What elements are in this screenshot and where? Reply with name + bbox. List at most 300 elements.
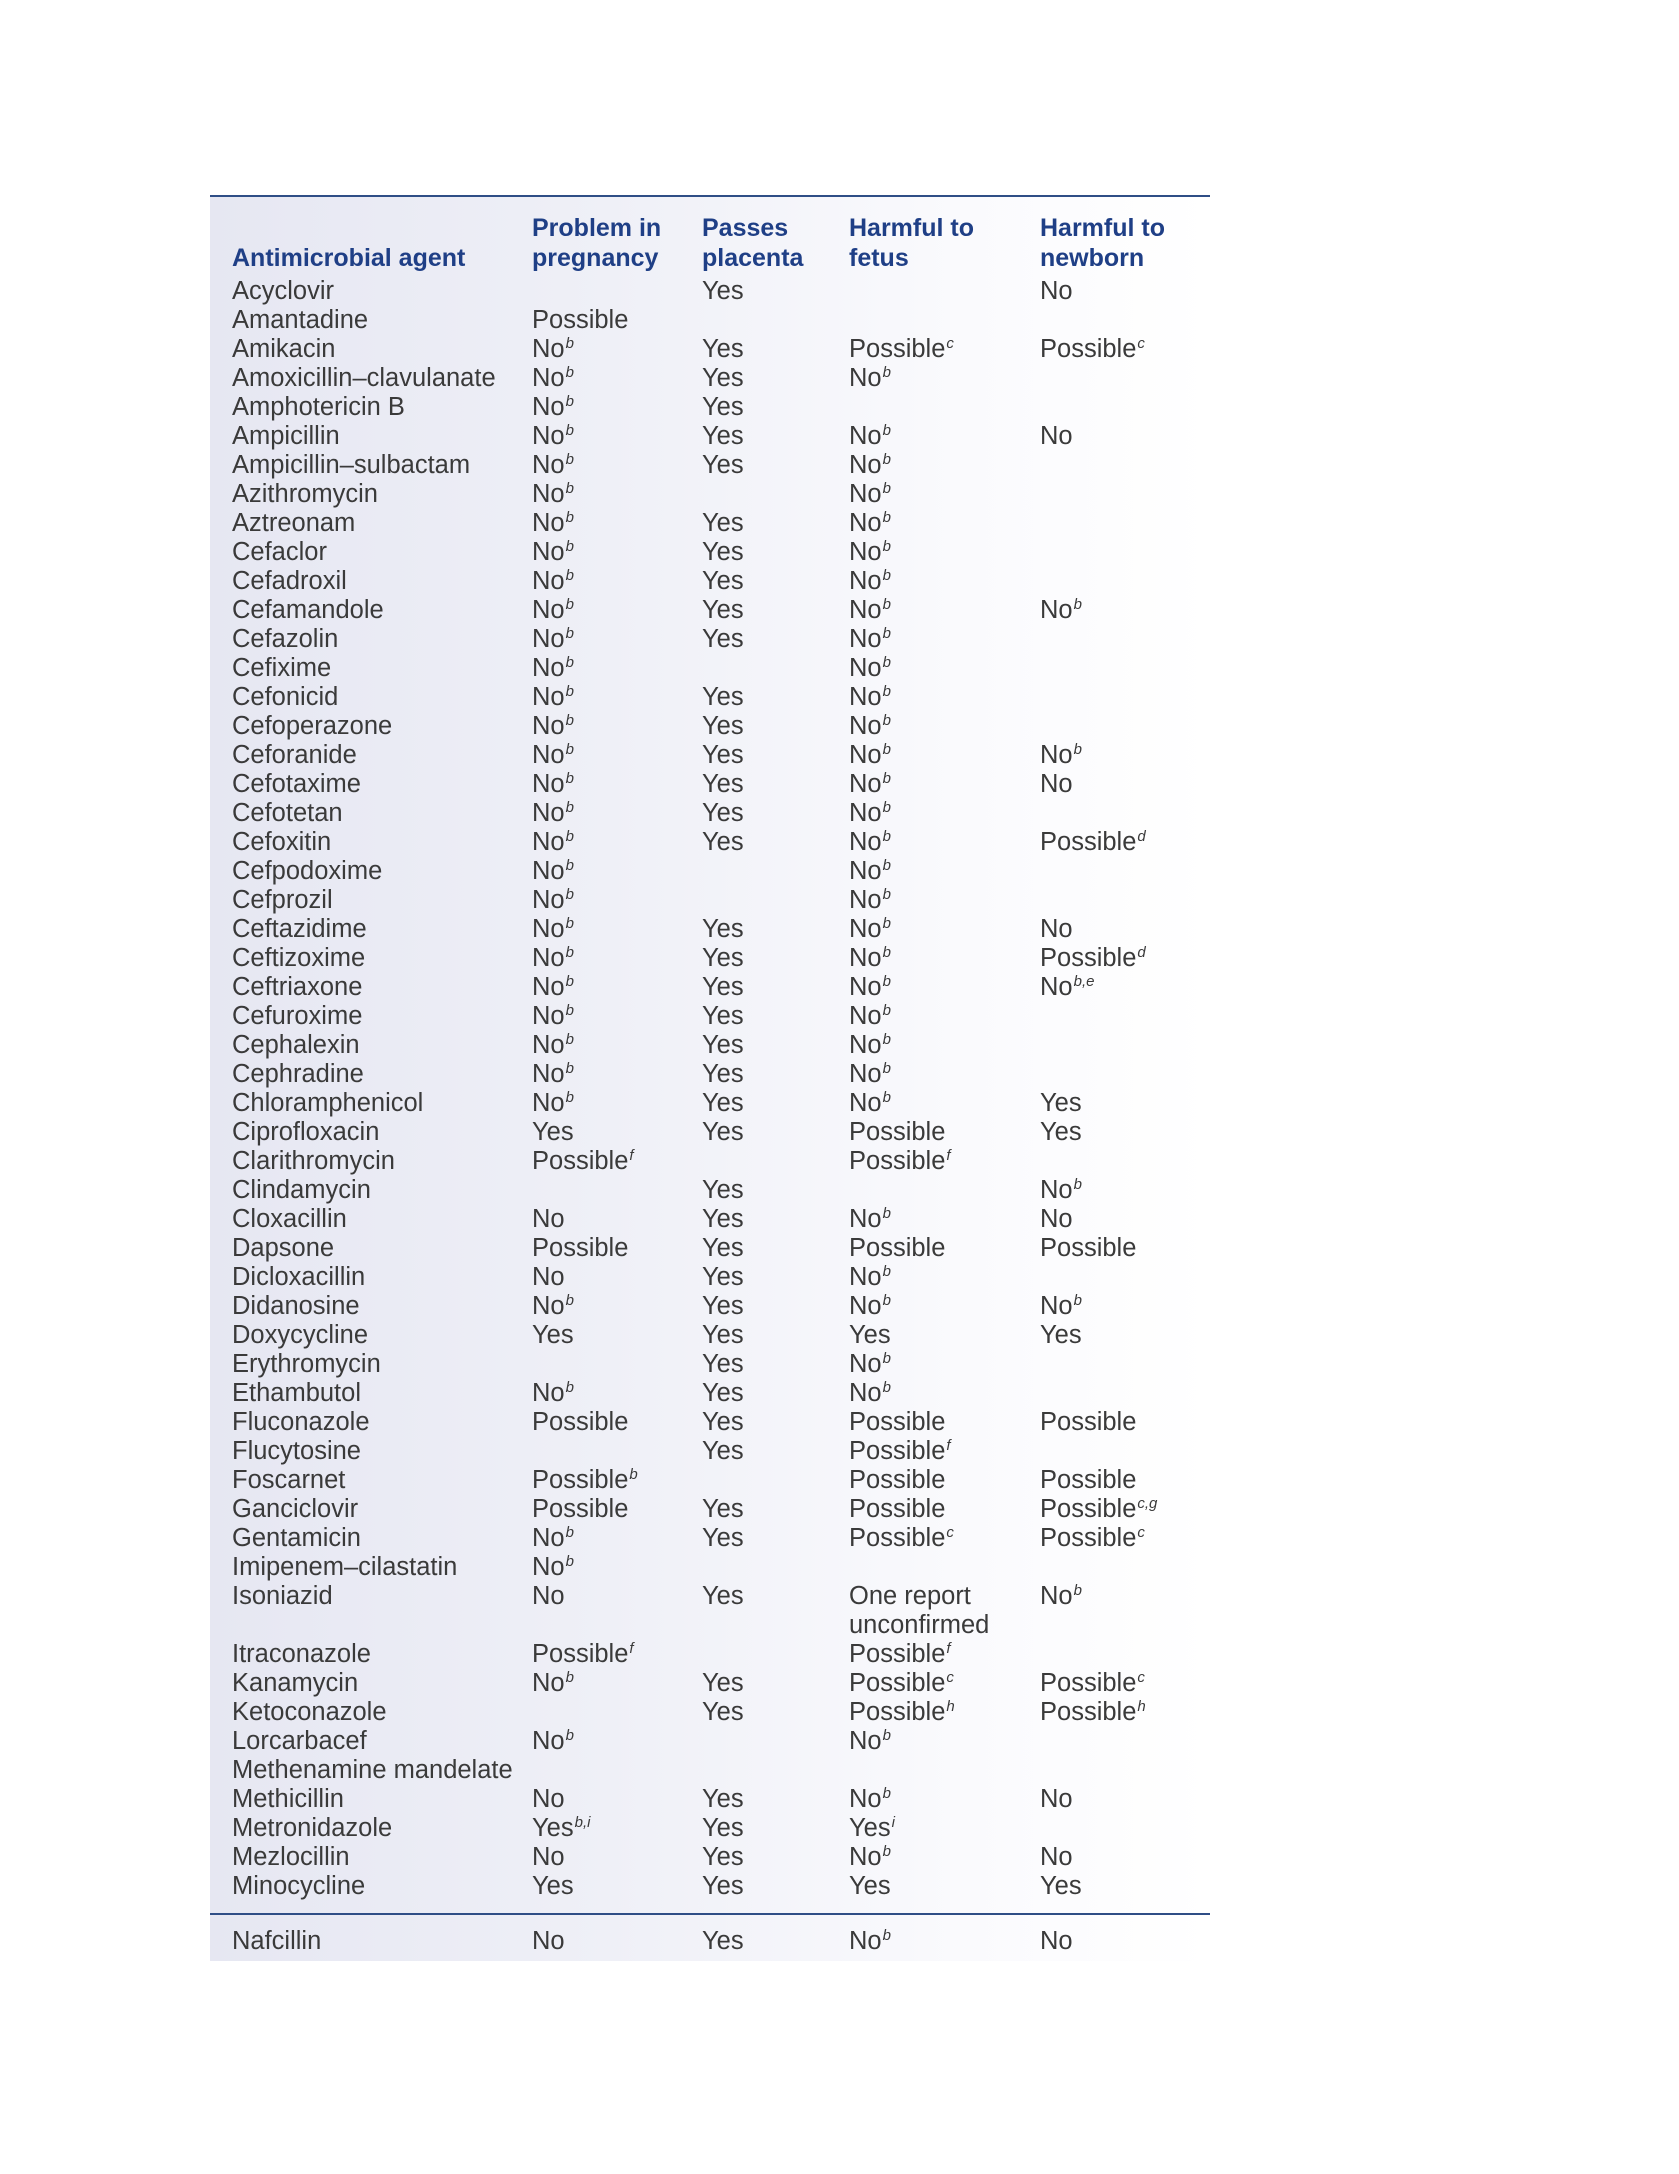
agent-cell-text: Amantadine (232, 306, 369, 334)
agent-cell (210, 277, 532, 306)
agent-cell (210, 393, 532, 422)
newborn-cell (1040, 1060, 1210, 1089)
placenta-cell-text: Yes (702, 1263, 744, 1291)
footnote-marker: b (565, 915, 574, 932)
fetus-cell (849, 422, 1040, 451)
fetus-cell (849, 654, 1040, 683)
problem-cell (532, 1118, 702, 1147)
table-row (210, 1060, 1210, 1089)
problem-cell-text: No (532, 886, 565, 914)
fetus-cell (849, 1756, 1040, 1785)
footnote-marker: b,e (1073, 973, 1095, 990)
problem-cell (532, 1727, 702, 1756)
drug-table-region (210, 195, 1210, 1955)
agent-cell (210, 509, 532, 538)
fetus-cell-text: Possible (849, 1495, 946, 1523)
fetus-cell (849, 1669, 1040, 1698)
fetus-cell (849, 1553, 1040, 1582)
footnote-marker: b (882, 857, 891, 874)
problem-cell-text: No (532, 1292, 565, 1320)
agent-cell-text: Amikacin (232, 335, 336, 363)
fetus-cell-text: No (849, 828, 882, 856)
placenta-cell (702, 1640, 849, 1669)
fetus-cell (849, 683, 1040, 712)
placenta-cell-text: Yes (702, 1350, 744, 1378)
placenta-cell-text: Yes (702, 1292, 744, 1320)
fetus-cell-text: No (849, 1379, 882, 1407)
agent-cell-text: Ceforanide (232, 741, 357, 769)
agent-cell (210, 654, 532, 683)
table-row (210, 625, 1210, 654)
fetus-cell-text: No (849, 596, 882, 624)
agent-cell-text: Amphotericin B (232, 393, 405, 421)
fetus-cell-text: No (849, 1350, 882, 1378)
problem-cell-text: No (532, 741, 565, 769)
agent-cell (210, 1727, 532, 1756)
table-row (210, 1263, 1210, 1292)
table-row (210, 712, 1210, 741)
fetus-cell-text: Possible (849, 1437, 946, 1465)
footnote-marker: b (565, 857, 574, 874)
fetus-cell-text: Possible (849, 1669, 946, 1697)
problem-cell-text: No (532, 625, 565, 653)
agent-cell (210, 1379, 532, 1408)
fetus-cell (849, 828, 1040, 857)
fetus-cell (849, 944, 1040, 973)
footnote-marker: b (565, 1031, 574, 1048)
footnote-marker: d (1137, 944, 1146, 961)
table-row (210, 1031, 1210, 1060)
newborn-cell (1040, 1118, 1210, 1147)
fetus-cell-text: No (849, 1089, 882, 1117)
problem-cell (532, 625, 702, 654)
problem-cell (532, 1814, 702, 1843)
newborn-cell (1040, 1176, 1210, 1205)
table-row (210, 277, 1210, 306)
footnote-marker: b (565, 393, 574, 410)
agent-cell (210, 1147, 532, 1176)
continued-table (210, 1927, 1210, 1956)
agent-cell (210, 480, 532, 509)
agent-cell (210, 1060, 532, 1089)
agent-cell-text: Cefotaxime (232, 770, 361, 798)
agent-cell-text: Imipenem–cilastatin (232, 1553, 458, 1581)
placenta-cell (702, 1031, 849, 1060)
footnote-marker: b (1073, 1582, 1082, 1599)
footnote-marker: b (565, 1002, 574, 1019)
newborn-cell (1040, 770, 1210, 799)
problem-cell-text: No (532, 364, 565, 392)
fetus-cell (849, 1927, 1040, 1956)
placenta-cell (702, 683, 849, 712)
footnote-marker: b (565, 538, 574, 555)
footnote-marker: b (1073, 1176, 1082, 1193)
fetus-cell (849, 1147, 1040, 1176)
problem-cell-text: No (532, 1927, 565, 1955)
footnote-marker: b (565, 451, 574, 468)
problem-cell (532, 422, 702, 451)
placenta-cell (702, 1553, 849, 1582)
placenta-cell (702, 1205, 849, 1234)
footnote-marker: c (946, 1669, 954, 1686)
fetus-cell (849, 886, 1040, 915)
agent-cell-text: Itraconazole (232, 1640, 371, 1668)
placenta-cell (702, 596, 849, 625)
footnote-marker: b (882, 683, 891, 700)
newborn-cell-text: No (1040, 277, 1073, 305)
table-row (210, 1379, 1210, 1408)
header-problem-in-pregnancy: Problem in pregnancy (532, 214, 662, 272)
problem-cell (532, 451, 702, 480)
footnote-marker: b (882, 915, 891, 932)
fetus-cell-text: No (849, 1927, 882, 1955)
problem-cell (532, 683, 702, 712)
fetus-cell-text: No (849, 770, 882, 798)
fetus-cell (849, 393, 1040, 422)
problem-cell-text: No (532, 973, 565, 1001)
newborn-cell (1040, 654, 1210, 683)
newborn-cell (1040, 1843, 1210, 1872)
fetus-cell-text: No (849, 509, 882, 537)
placenta-cell (702, 1785, 849, 1814)
table-row (210, 1698, 1210, 1727)
footnote-marker: b (882, 1350, 891, 1367)
footnote-marker: b (565, 1089, 574, 1106)
agent-cell-text: Ampicillin (232, 422, 340, 450)
fetus-cell-text: No (849, 857, 882, 885)
problem-cell (532, 1176, 702, 1205)
fetus-cell-text: No (849, 1205, 882, 1233)
footnote-marker: b (1073, 596, 1082, 613)
agent-cell-text: Gentamicin (232, 1524, 361, 1552)
placenta-cell-text: Yes (702, 1408, 744, 1436)
placenta-cell-text: Yes (702, 1002, 744, 1030)
agent-cell-text: Cefixime (232, 654, 332, 682)
problem-cell-text: No (532, 828, 565, 856)
placenta-cell-text: Yes (702, 1872, 744, 1900)
problem-cell (532, 857, 702, 886)
newborn-cell-text: Yes (1040, 1321, 1082, 1349)
table-row (210, 596, 1210, 625)
placenta-cell-text: Yes (702, 915, 744, 943)
fetus-cell (849, 1524, 1040, 1553)
problem-cell (532, 1669, 702, 1698)
agent-cell (210, 625, 532, 654)
agent-cell (210, 1002, 532, 1031)
footnote-marker: c (1137, 1524, 1145, 1541)
newborn-cell (1040, 1524, 1210, 1553)
problem-cell (532, 1553, 702, 1582)
fetus-cell-text: Possible (849, 1147, 946, 1175)
footnote-marker: b (565, 596, 574, 613)
table-row (210, 1927, 1210, 1956)
agent-cell (210, 1176, 532, 1205)
placenta-cell (702, 1089, 849, 1118)
agent-cell-text: Methicillin (232, 1785, 344, 1813)
agent-cell-text: Chloramphenicol (232, 1089, 424, 1117)
problem-cell (532, 1843, 702, 1872)
newborn-cell (1040, 1002, 1210, 1031)
agent-cell-text: Cefamandole (232, 596, 384, 624)
newborn-cell (1040, 1872, 1210, 1901)
newborn-cell (1040, 306, 1210, 335)
fetus-cell-text: No (849, 451, 882, 479)
agent-cell (210, 1466, 532, 1495)
placenta-cell (702, 1176, 849, 1205)
problem-cell (532, 306, 702, 335)
footnote-marker: b (565, 422, 574, 439)
fetus-cell (849, 1379, 1040, 1408)
fetus-cell-text: No (849, 944, 882, 972)
placenta-cell (702, 1927, 849, 1956)
agent-cell (210, 451, 532, 480)
newborn-cell-text: No (1040, 1582, 1073, 1610)
problem-cell-text: No (532, 1553, 565, 1581)
footnote-marker: b (882, 1060, 891, 1077)
agent-cell-text: Ceftazidime (232, 915, 367, 943)
problem-cell (532, 1205, 702, 1234)
footnote-marker: b (882, 1089, 891, 1106)
fetus-cell (849, 973, 1040, 1002)
fetus-cell-text: Possible (849, 1408, 946, 1436)
agent-cell (210, 1927, 532, 1956)
problem-cell-text: No (532, 1263, 565, 1291)
footnote-marker: f (946, 1147, 951, 1164)
footnote-marker: d (1137, 828, 1146, 845)
footnote-marker: b (565, 799, 574, 816)
fetus-cell-text: No (849, 480, 882, 508)
footnote-marker: f (946, 1640, 951, 1657)
table-row (210, 306, 1210, 335)
fetus-cell (849, 1321, 1040, 1350)
agent-cell-text: Aztreonam (232, 509, 356, 537)
header-harmful-to-fetus: Harmful to fetus (849, 214, 974, 272)
problem-cell-text: No (532, 335, 565, 363)
problem-cell (532, 1785, 702, 1814)
newborn-cell-text: Yes (1040, 1089, 1082, 1117)
agent-cell-text: Erythromycin (232, 1350, 381, 1378)
problem-cell (532, 1466, 702, 1495)
agent-cell (210, 1582, 532, 1640)
fetus-cell-text: No (849, 625, 882, 653)
table-row (210, 567, 1210, 596)
problem-cell-text: No (532, 1031, 565, 1059)
placenta-cell (702, 1292, 849, 1321)
placenta-cell-text: Yes (702, 1089, 744, 1117)
placenta-cell-text: Yes (702, 538, 744, 566)
problem-cell (532, 1582, 702, 1640)
table-row (210, 1292, 1210, 1321)
placenta-cell (702, 712, 849, 741)
placenta-cell (702, 393, 849, 422)
agent-cell-text: Azithromycin (232, 480, 378, 508)
newborn-cell (1040, 1727, 1210, 1756)
footnote-marker: i (891, 1814, 895, 1831)
agent-cell (210, 422, 532, 451)
footnote-marker: b (565, 886, 574, 903)
problem-cell (532, 1408, 702, 1437)
agent-cell-text: Doxycycline (232, 1321, 369, 1349)
problem-cell-text: Possible (532, 1640, 629, 1668)
footnote-marker: b (882, 1727, 891, 1744)
problem-cell-text: No (532, 1582, 565, 1610)
problem-cell (532, 1350, 702, 1379)
newborn-cell-text: Possible (1040, 1466, 1137, 1494)
footnote-marker: b,i (574, 1814, 591, 1831)
fetus-cell-text: Possible (849, 335, 946, 363)
fetus-cell (849, 1408, 1040, 1437)
newborn-cell-text: No (1040, 973, 1073, 1001)
agent-cell-text: Clarithromycin (232, 1147, 395, 1175)
footnote-marker: b (565, 1524, 574, 1541)
fetus-cell (849, 364, 1040, 393)
placenta-cell (702, 1060, 849, 1089)
newborn-cell (1040, 596, 1210, 625)
table-row (210, 1205, 1210, 1234)
newborn-cell (1040, 1582, 1210, 1640)
placenta-cell (702, 451, 849, 480)
problem-cell (532, 886, 702, 915)
footnote-marker: b (882, 741, 891, 758)
footnote-marker: b (565, 1060, 574, 1077)
fetus-cell (849, 1263, 1040, 1292)
agent-cell-text: Mezlocillin (232, 1843, 350, 1871)
table-row (210, 1002, 1210, 1031)
newborn-cell (1040, 1234, 1210, 1263)
table-row (210, 1147, 1210, 1176)
problem-cell-text: Yes (532, 1321, 574, 1349)
footnote-marker: c (1137, 1669, 1145, 1686)
agent-cell (210, 1031, 532, 1060)
footnote-marker: b (882, 973, 891, 990)
placenta-cell (702, 654, 849, 683)
placenta-cell-text: Yes (702, 1118, 744, 1146)
problem-cell-text: No (532, 393, 565, 421)
newborn-cell (1040, 451, 1210, 480)
problem-cell (532, 480, 702, 509)
agent-cell (210, 1437, 532, 1466)
footnote-marker: b (629, 1466, 638, 1483)
problem-cell (532, 1060, 702, 1089)
problem-cell-text: Yes (532, 1872, 574, 1900)
newborn-cell (1040, 915, 1210, 944)
problem-cell (532, 1756, 702, 1785)
problem-cell (532, 1263, 702, 1292)
agent-cell (210, 306, 532, 335)
newborn-cell (1040, 1263, 1210, 1292)
fetus-cell (849, 857, 1040, 886)
problem-cell (532, 1927, 702, 1956)
fetus-cell (849, 306, 1040, 335)
placenta-cell (702, 1002, 849, 1031)
placenta-cell (702, 538, 849, 567)
footnote-marker: b (882, 509, 891, 526)
agent-cell-text: Lorcarbacef (232, 1727, 367, 1755)
placenta-cell (702, 1698, 849, 1727)
fetus-cell-text: No (849, 1785, 882, 1813)
placenta-cell (702, 567, 849, 596)
placenta-cell (702, 1669, 849, 1698)
table-row (210, 1785, 1210, 1814)
table-row (210, 741, 1210, 770)
newborn-cell (1040, 1321, 1210, 1350)
fetus-cell-text: No (849, 1292, 882, 1320)
table-row (210, 393, 1210, 422)
placenta-cell (702, 1118, 849, 1147)
newborn-cell-text: Possible (1040, 828, 1137, 856)
problem-cell-text: No (532, 451, 565, 479)
fetus-cell (849, 1698, 1040, 1727)
newborn-cell (1040, 1640, 1210, 1669)
table-row (210, 973, 1210, 1002)
fetus-cell (849, 1234, 1040, 1263)
placenta-cell-text: Yes (702, 451, 744, 479)
placenta-cell-text: Yes (702, 1321, 744, 1349)
agent-cell-text: Cephradine (232, 1060, 364, 1088)
agent-cell-text: Dapsone (232, 1234, 335, 1262)
footnote-marker: b (565, 741, 574, 758)
table-row (210, 1495, 1210, 1524)
placenta-cell (702, 915, 849, 944)
table-row (210, 1814, 1210, 1843)
footnote-marker: b (882, 886, 891, 903)
agent-cell (210, 335, 532, 364)
fetus-cell-text: No (849, 973, 882, 1001)
problem-cell-text: Yes (532, 1814, 574, 1842)
problem-cell (532, 596, 702, 625)
problem-cell-text: No (532, 1727, 565, 1755)
table-row (210, 1756, 1210, 1785)
problem-cell (532, 1089, 702, 1118)
table-row (210, 1408, 1210, 1437)
footnote-marker: b (882, 944, 891, 961)
footnote-marker: b (882, 1843, 891, 1860)
footnote-marker: b (882, 596, 891, 613)
placenta-cell-text: Yes (702, 1524, 744, 1552)
table-row (210, 480, 1210, 509)
placenta-cell (702, 1872, 849, 1901)
newborn-cell (1040, 741, 1210, 770)
problem-cell (532, 944, 702, 973)
footnote-marker: b (882, 625, 891, 642)
newborn-cell-text: No (1040, 1785, 1073, 1813)
placenta-cell-text: Yes (702, 799, 744, 827)
problem-cell (532, 1640, 702, 1669)
fetus-cell-text: No (849, 683, 882, 711)
fetus-cell (849, 625, 1040, 654)
placenta-cell (702, 944, 849, 973)
fetus-cell (849, 596, 1040, 625)
table-row (210, 538, 1210, 567)
problem-cell (532, 393, 702, 422)
newborn-cell (1040, 1089, 1210, 1118)
placenta-cell-text: Yes (702, 944, 744, 972)
footnote-marker: b (565, 1292, 574, 1309)
problem-cell-text: No (532, 683, 565, 711)
footnote-marker: c (946, 1524, 954, 1541)
fetus-cell (849, 1495, 1040, 1524)
footnote-marker: c,g (1137, 1495, 1158, 1512)
newborn-cell (1040, 1466, 1210, 1495)
fetus-cell-text: Yes (849, 1872, 891, 1900)
fetus-cell (849, 1843, 1040, 1872)
placenta-cell-text: Yes (702, 712, 744, 740)
footnote-marker: b (565, 480, 574, 497)
table-row (210, 364, 1210, 393)
newborn-cell-text: No (1040, 1176, 1073, 1204)
fetus-cell (849, 509, 1040, 538)
placenta-cell-text: Yes (702, 1785, 744, 1813)
